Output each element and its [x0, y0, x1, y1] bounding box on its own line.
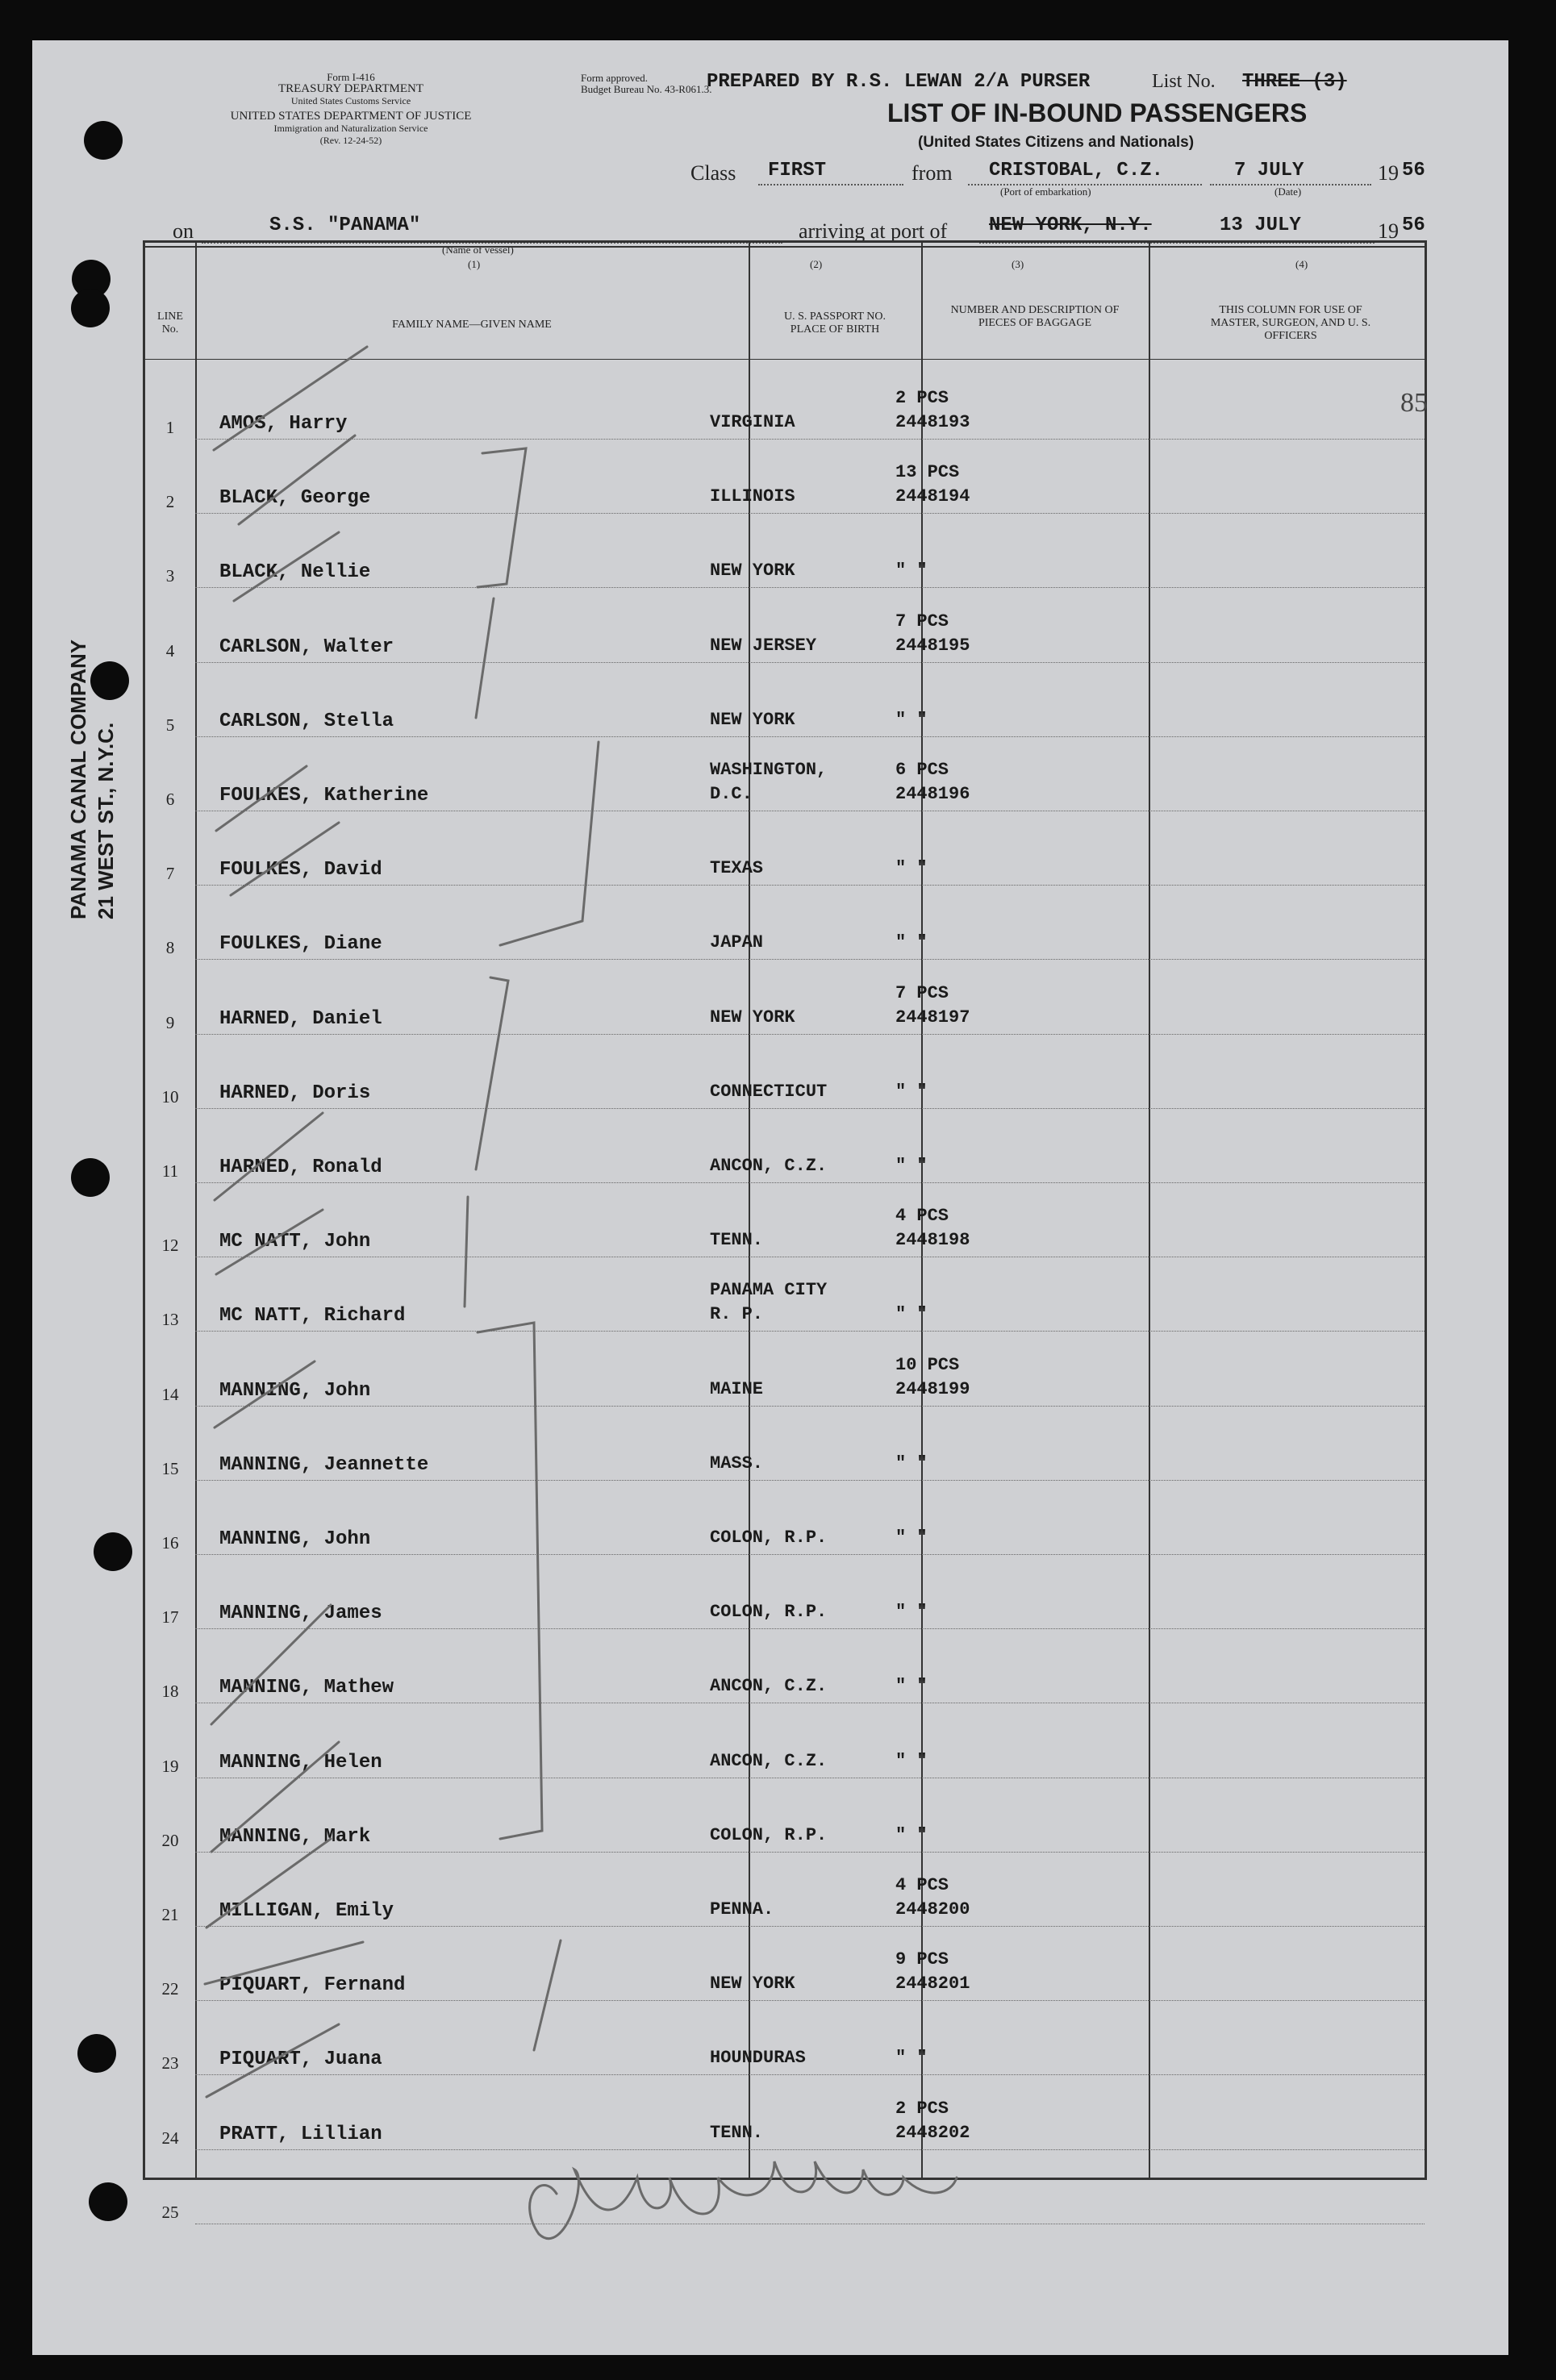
- passenger-name: PRATT, Lillian: [219, 2123, 382, 2145]
- line-number: 13: [161, 1310, 179, 1330]
- class-value: FIRST: [768, 160, 827, 181]
- row-rule: [195, 2000, 1425, 2001]
- table-row: [145, 1186, 1425, 1261]
- line-number: 20: [161, 1830, 179, 1850]
- row-rule: [195, 2149, 1425, 2150]
- row-rule: [195, 2074, 1425, 2075]
- place-of-birth: [710, 758, 827, 807]
- baggage-check-number: 2448198: [895, 1230, 970, 1251]
- line-number: 17: [161, 1607, 179, 1628]
- line-number: 2: [165, 492, 175, 512]
- place-of-birth-line-1: PANAMA CITY: [710, 1280, 828, 1301]
- row-rule: [195, 1480, 1425, 1481]
- baggage-description: [895, 559, 928, 583]
- immigration-service: Immigration and Naturalization Service: [273, 123, 428, 134]
- table-row: [145, 1410, 1425, 1484]
- place-of-birth: NEW YORK: [710, 1007, 795, 1027]
- place-of-birth-line-1: WASHINGTON,: [710, 760, 828, 780]
- baggage-count: 2 PCS: [895, 388, 949, 408]
- place-of-birth: VIRGINIA: [710, 412, 795, 432]
- table-row: [145, 1038, 1425, 1112]
- baggage-count: 4 PCS: [895, 1206, 949, 1227]
- embark-caption: (Port of embarkation): [1000, 185, 1091, 198]
- vessel-caption: (Name of vessel): [442, 244, 514, 256]
- place-of-birth: COLON, R.P.: [710, 1528, 828, 1548]
- baggage-description: [895, 1526, 928, 1550]
- row-rule: [195, 1852, 1425, 1853]
- header-passport: U. S. PASSPORT NO. PLACE OF BIRTH: [784, 311, 886, 336]
- officer-note: 85: [1400, 388, 1428, 418]
- vessel-value: S.S. "PANAMA": [269, 215, 421, 236]
- place-of-birth: NEW JERSEY: [710, 635, 817, 656]
- baggage-count: " ": [895, 932, 928, 953]
- row-rule: [195, 662, 1425, 663]
- on-label: on: [173, 219, 194, 243]
- year-suffix: 56: [1402, 160, 1425, 181]
- passenger-table: [143, 240, 1428, 2222]
- baggage-count: " ": [895, 709, 928, 730]
- baggage-check-number: 2448193: [895, 412, 970, 432]
- baggage-description: [895, 857, 928, 881]
- passenger-name: FOULKES, Katherine: [219, 785, 429, 807]
- baggage-count: " ": [895, 1528, 928, 1548]
- baggage-description: [895, 610, 970, 658]
- class-fill: [758, 184, 903, 185]
- baggage-description: [895, 982, 970, 1030]
- arrival-year-suffix: 56: [1402, 215, 1425, 236]
- line-number: 19: [161, 1756, 179, 1776]
- table-row: [145, 1707, 1425, 1782]
- table-row: [145, 592, 1425, 666]
- passenger-name: MANNING, John: [219, 1379, 371, 1402]
- baggage-description: [895, 2097, 970, 2145]
- baggage-count: " ": [895, 1453, 928, 1473]
- row-rule: [195, 885, 1425, 886]
- baggage-description: [895, 1452, 928, 1476]
- passenger-name: PIQUART, Juana: [219, 2049, 382, 2071]
- row-rule: [195, 587, 1425, 588]
- baggage-count: " ": [895, 1602, 928, 1623]
- baggage-description: [895, 1204, 970, 1253]
- baggage-count: " ": [895, 2048, 928, 2069]
- passenger-name: MANNING, Jeannette: [219, 1453, 429, 1476]
- baggage-count: 4 PCS: [895, 1875, 949, 1895]
- baggage-check-number: 2448199: [895, 1378, 970, 1399]
- place-of-birth: CONNECTICUT: [710, 1081, 828, 1102]
- place-of-birth: NEW YORK: [710, 1974, 795, 1994]
- line-number: 14: [161, 1384, 179, 1404]
- place-of-birth: MAINE: [710, 1378, 764, 1399]
- baggage-count: 7 PCS: [895, 982, 949, 1003]
- baggage-description: [895, 386, 970, 435]
- line-number: 24: [161, 2128, 179, 2148]
- row-rule: [195, 1108, 1425, 1109]
- table-row: [145, 1930, 1425, 2004]
- col3-number: (3): [1012, 258, 1024, 270]
- table-row: [145, 815, 1425, 889]
- passenger-name: CARLSON, Stella: [219, 710, 394, 732]
- baggage-count: " ": [895, 561, 928, 581]
- line-number: 5: [165, 715, 175, 735]
- place-of-birth: TENN.: [710, 2122, 764, 2143]
- baggage-description: [895, 1749, 928, 1774]
- passenger-name: MANNING, James: [219, 1603, 382, 1625]
- passenger-name: FOULKES, Diane: [219, 933, 382, 956]
- baggage-description: [895, 1674, 928, 1699]
- place-of-birth: COLON, R.P.: [710, 1602, 828, 1623]
- passenger-name: MANNING, Mathew: [219, 1677, 394, 1699]
- binder-hole: [84, 121, 123, 160]
- baggage-description: [895, 1353, 970, 1402]
- passenger-name: MC NATT, John: [219, 1231, 371, 1253]
- baggage-count: 2 PCS: [895, 2098, 949, 2119]
- vessel-col-number: (1): [468, 258, 481, 270]
- baggage-check-number: 2448201: [895, 1974, 970, 1994]
- class-label: Class: [690, 161, 736, 185]
- baggage-count: " ": [895, 1081, 928, 1102]
- from-value: CRISTOBAL, C.Z.: [989, 160, 1164, 181]
- header-name: FAMILY NAME—GIVEN NAME: [392, 319, 552, 331]
- passenger-name: HARNED, Ronald: [219, 1157, 382, 1178]
- page-title: LIST OF IN-BOUND PASSENGERS: [887, 98, 1308, 127]
- stamp-line-2: 21 WEST ST., N.Y.C.: [94, 722, 118, 919]
- line-number: 10: [161, 1086, 179, 1107]
- place-of-birth: NEW YORK: [710, 561, 795, 581]
- arrival-date: 13 JULY: [1220, 215, 1301, 236]
- baggage-count: " ": [895, 1750, 928, 1771]
- passenger-name: AMOS, Harry: [219, 413, 348, 435]
- row-rule: [195, 959, 1425, 960]
- place-of-birth: ANCON, C.Z.: [710, 1156, 828, 1176]
- baggage-description: [895, 708, 928, 732]
- treasury-dept: TREASURY DEPARTMENT: [277, 82, 424, 95]
- table-row: [145, 666, 1425, 740]
- baggage-count: 7 PCS: [895, 611, 949, 631]
- binder-hole: [71, 1158, 110, 1197]
- line-number: 12: [161, 1236, 179, 1256]
- header-officers: THIS COLUMN FOR USE OF MASTER, SURGEON, AND U. S. OFFICERS: [1210, 304, 1371, 342]
- budget-bureau: Budget Bureau No. 43-R061.3.: [581, 83, 712, 95]
- row-rule: [195, 1628, 1425, 1629]
- table-row: [145, 740, 1425, 815]
- baggage-check-number: 2448200: [895, 1899, 970, 1919]
- passenger-name: MC NATT, Richard: [219, 1305, 406, 1328]
- place-of-birth: JAPAN: [710, 932, 764, 953]
- arrival-col-number: (2): [810, 258, 823, 270]
- place-of-birth: ANCON, C.Z.: [710, 1750, 828, 1771]
- header-line-no: LINE No.: [157, 311, 183, 336]
- baggage-count: " ": [895, 1156, 928, 1176]
- col4-number: (4): [1295, 258, 1308, 270]
- line-number: 22: [161, 1979, 179, 1999]
- line-number: 11: [161, 1161, 179, 1181]
- baggage-check-number: 2448196: [895, 784, 970, 804]
- baggage-check-number: 2448195: [895, 635, 970, 656]
- passenger-name: MANNING, John: [219, 1528, 371, 1550]
- table-row: [145, 889, 1425, 963]
- list-no-value: THREE (3): [1242, 71, 1347, 93]
- baggage-description: [895, 1080, 928, 1104]
- passenger-name: CARLSON, Walter: [219, 636, 394, 658]
- line-number: 16: [161, 1533, 179, 1553]
- baggage-count: " ": [895, 858, 928, 879]
- place-of-birth: HOUNDURAS: [710, 2048, 806, 2069]
- baggage-check-number: 2448194: [895, 486, 970, 507]
- baggage-count: " ": [895, 1824, 928, 1845]
- company-stamp: [65, 640, 119, 919]
- baggage-description: [895, 758, 970, 807]
- place-of-birth: TEXAS: [710, 858, 764, 879]
- year-prefix: 19: [1378, 161, 1399, 185]
- binder-hole: [71, 289, 110, 327]
- baggage-description: [895, 461, 970, 509]
- binder-hole: [94, 1532, 132, 1571]
- row-rule: [195, 1034, 1425, 1035]
- line-number: 21: [161, 1905, 179, 1924]
- from-label: from: [911, 161, 953, 185]
- line-number: 1: [165, 418, 175, 437]
- line-number: 23: [161, 2053, 179, 2074]
- passenger-name: MILLIGAN, Emily: [219, 1900, 394, 1922]
- baggage-count: 10 PCS: [895, 1354, 960, 1375]
- place-of-birth: NEW YORK: [710, 709, 795, 730]
- table-row: [145, 369, 1425, 443]
- passenger-name: MANNING, Helen: [219, 1751, 382, 1774]
- place-of-birth-line-2: D.C.: [710, 784, 753, 804]
- baggage-description: [895, 1874, 970, 1922]
- baggage-description: [895, 931, 928, 955]
- baggage-count: 9 PCS: [895, 1949, 949, 1970]
- table-row: [145, 1782, 1425, 1856]
- baggage-description: [895, 1303, 928, 1327]
- table-row: [145, 1112, 1425, 1186]
- date-value: 7 JULY: [1234, 160, 1304, 181]
- row-rule: [195, 1406, 1425, 1407]
- revision-date: (Rev. 12-24-52): [319, 135, 382, 146]
- line-number: 15: [161, 1458, 179, 1478]
- justice-dept: UNITED STATES DEPARTMENT OF JUSTICE: [230, 110, 472, 123]
- row-rule: [195, 1926, 1425, 1927]
- table-row: [145, 2004, 1425, 2078]
- table-row: [145, 443, 1425, 517]
- arriving-label: arriving at port of: [799, 219, 948, 243]
- baggage-description: [895, 1948, 970, 1996]
- line-number: 25: [161, 2202, 179, 2222]
- page-subtitle: (United States Citizens and Nationals): [918, 134, 1195, 151]
- passenger-name: HARNED, Doris: [219, 1082, 371, 1104]
- line-number: 6: [165, 790, 175, 809]
- passenger-name: MANNING, Mark: [219, 1825, 371, 1848]
- passenger-name: BLACK, George: [219, 487, 371, 510]
- approved-text: Form approved.: [581, 72, 649, 84]
- place-of-birth: COLON, R.P.: [710, 1824, 828, 1845]
- baggage-count: " ": [895, 1676, 928, 1697]
- table-row: [145, 1632, 1425, 1707]
- place-of-birth: ANCON, C.Z.: [710, 1676, 828, 1697]
- list-no-label: List No.: [1152, 71, 1216, 92]
- baggage-count: 6 PCS: [895, 760, 949, 780]
- line-number: 3: [165, 566, 175, 586]
- baggage-check-number: 2448202: [895, 2122, 970, 2143]
- place-of-birth: TENN.: [710, 1230, 764, 1251]
- form-number: Form I-416: [327, 71, 375, 83]
- baggage-count: 13 PCS: [895, 462, 960, 483]
- row-rule: [195, 439, 1425, 440]
- arrival-port: NEW YORK, N.Y.: [989, 215, 1152, 236]
- row-rule: [195, 1554, 1425, 1555]
- prepared-by: PREPARED BY R.S. LEWAN 2/A PURSER: [707, 71, 1091, 93]
- place-of-birth: [710, 1278, 827, 1327]
- passenger-name: BLACK, Nellie: [219, 561, 371, 584]
- form-header-left: [161, 71, 540, 147]
- baggage-check-number: 2448197: [895, 1007, 970, 1027]
- table-row: [145, 1856, 1425, 1930]
- arrival-year-prefix: 19: [1378, 219, 1399, 243]
- binder-hole: [77, 2034, 116, 2073]
- table-row: [145, 1261, 1425, 1335]
- row-rule: [195, 1331, 1425, 1332]
- passenger-name: FOULKES, David: [219, 859, 382, 882]
- place-of-birth: ILLINOIS: [710, 486, 795, 507]
- line-number: 8: [165, 938, 175, 958]
- form-approved: [581, 73, 711, 95]
- row-rule: [195, 1182, 1425, 1183]
- customs-service: United States Customs Service: [290, 95, 411, 106]
- place-of-birth: MASS.: [710, 1453, 764, 1473]
- table-row: [145, 1558, 1425, 1632]
- table-row: [145, 517, 1425, 591]
- place-of-birth: PENNA.: [710, 1899, 774, 1919]
- row-rule: [195, 736, 1425, 737]
- table-row: [145, 2079, 1425, 2153]
- baggage-count: " ": [895, 1304, 928, 1325]
- table-row: [145, 1336, 1425, 1410]
- line-number: 18: [161, 1682, 179, 1702]
- line-number: 4: [165, 640, 175, 661]
- binder-hole: [89, 2182, 127, 2221]
- baggage-description: [895, 2046, 928, 2070]
- date-caption: (Date): [1274, 185, 1302, 198]
- baggage-description: [895, 1600, 928, 1624]
- passenger-name: PIQUART, Fernand: [219, 1974, 406, 1997]
- baggage-description: [895, 1154, 928, 1178]
- line-number: 9: [165, 1012, 175, 1032]
- table-row: [145, 2153, 1425, 2228]
- place-of-birth-line-2: R. P.: [710, 1304, 764, 1325]
- row-rule: [195, 513, 1425, 514]
- passenger-name: HARNED, Daniel: [219, 1007, 382, 1030]
- table-row: [145, 964, 1425, 1038]
- table-row: [145, 1484, 1425, 1558]
- baggage-description: [895, 1824, 928, 1848]
- line-number: 7: [165, 864, 175, 884]
- stamp-line-1: PANAMA CANAL COMPANY: [66, 639, 90, 919]
- header-baggage: NUMBER AND DESCRIPTION OF PIECES OF BAGGAGE: [950, 304, 1120, 329]
